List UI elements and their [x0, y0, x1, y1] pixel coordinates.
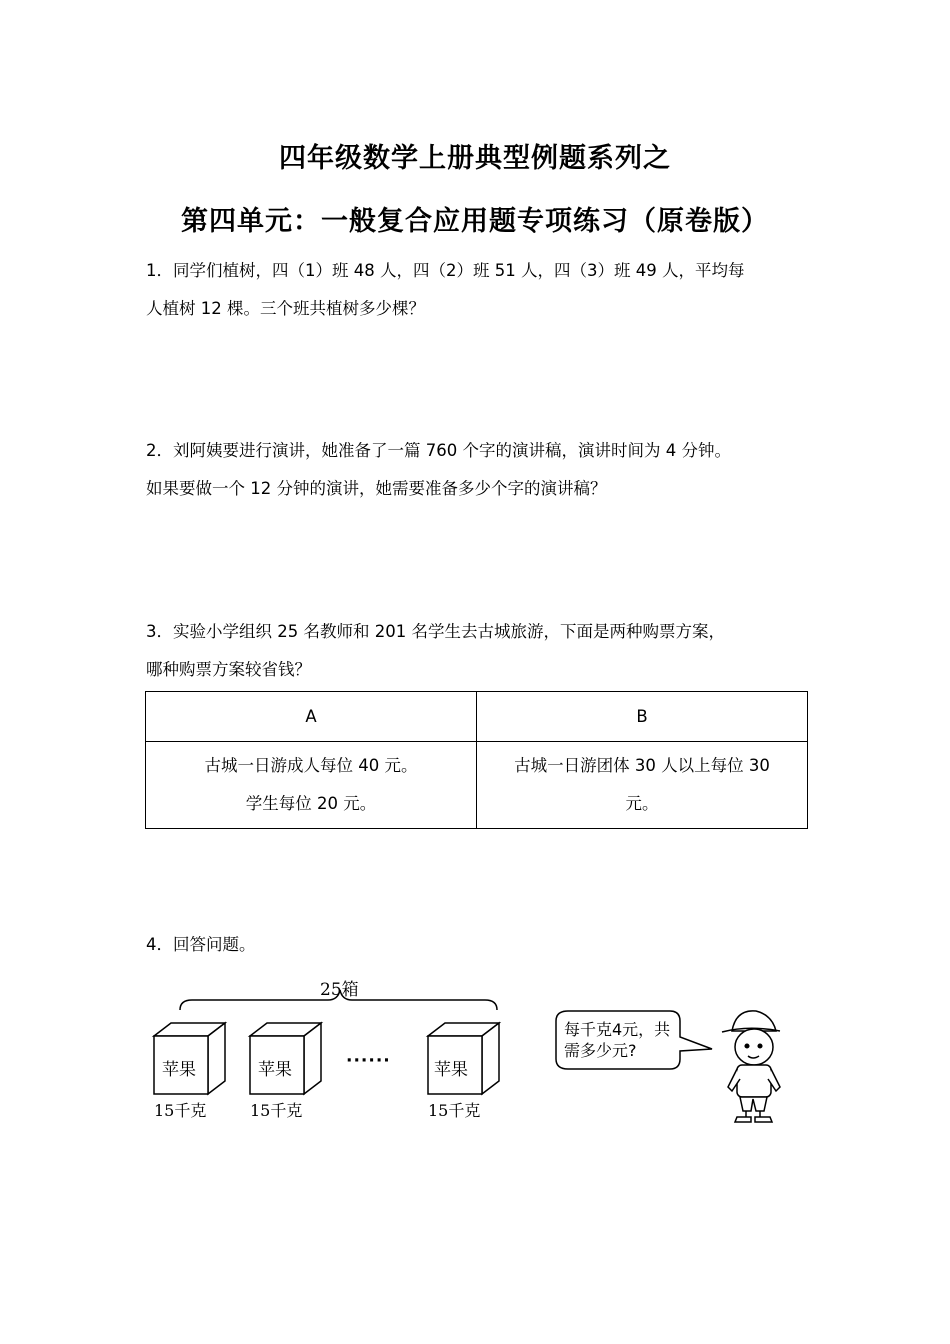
question-1 — [146, 252, 811, 328]
question-2-line-1: 2．刘阿姨要进行演讲，她准备了一篇 760 个字的演讲稿，演讲时间为 4 分钟。 — [146, 441, 731, 460]
total-boxes-label: 25箱 — [320, 980, 359, 1000]
box-2-label: 苹果 — [258, 1060, 292, 1080]
table-header-b: B — [477, 692, 808, 742]
question-3 — [146, 613, 811, 689]
question-4 — [146, 926, 811, 964]
ticket-plan-table — [145, 691, 808, 829]
page-subtitle: 第四单元：一般复合应用题专项练习（原卷版） — [181, 206, 769, 237]
bubble-line-2: 需多少元? — [564, 1041, 637, 1060]
box-2-weight: 15千克 — [250, 1101, 303, 1120]
question-2-line-2: 如果要做一个 12 分钟的演讲，她需要准备多少个字的演讲稿？ — [146, 479, 607, 498]
box-3-label: 苹果 — [434, 1060, 468, 1080]
boy-icon — [722, 1011, 780, 1122]
plan-a-cell — [146, 742, 477, 829]
question-1-line-1: 1．同学们植树，四（1）班 48 人，四（2）班 51 人，四（3）班 49 人，平均每 — [146, 261, 745, 280]
box-1-weight: 15千克 — [154, 1101, 207, 1120]
bubble-line-1: 每千克4元，共 — [564, 1020, 671, 1039]
plan-a-text — [147, 743, 475, 827]
plan-b-line-1: 古城一日游团体 30 人以上每位 30 — [514, 756, 770, 775]
plan-a-line-1: 古城一日游成人每位 40 元。 — [204, 756, 418, 775]
bubble-text — [564, 1019, 670, 1061]
ellipsis-label: ······ — [346, 1051, 391, 1071]
plan-b-text — [478, 743, 806, 827]
plan-b-line-2: 元。 — [625, 794, 659, 813]
plan-b-cell — [477, 742, 808, 829]
page-title: 四年级数学上册典型例题系列之 — [279, 143, 671, 174]
box-3-weight: 15千克 — [428, 1101, 481, 1120]
table-header-a: A — [146, 692, 477, 742]
box-1-label: 苹果 — [162, 1060, 196, 1080]
question-4-line-1: 4．回答问题。 — [146, 935, 256, 954]
question-3-line-1: 3．实验小学组织 25 名教师和 201 名学生去古城旅游，下面是两种购票方案， — [146, 622, 725, 641]
question-2 — [146, 432, 811, 508]
table-header-row — [146, 692, 808, 742]
question-1-line-2: 人植树 12 棵。三个班共植树多少棵？ — [146, 299, 425, 318]
table-row — [146, 742, 808, 829]
apple-boxes-figure — [140, 965, 820, 1135]
question-3-line-2: 哪种购票方案较省钱？ — [146, 660, 311, 679]
plan-a-line-2: 学生每位 20 元。 — [245, 794, 377, 813]
